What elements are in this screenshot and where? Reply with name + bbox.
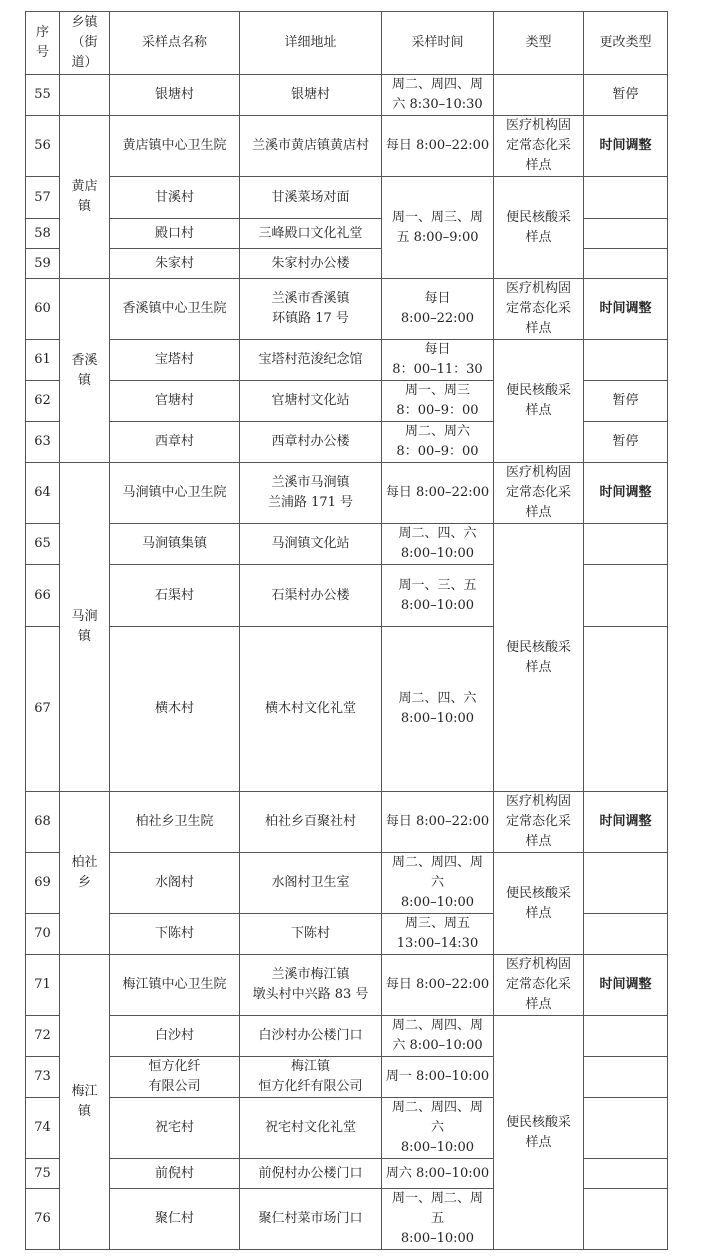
row-address: 梅江镇 恒方化纤有限公司 <box>240 1057 382 1098</box>
row-time: 周一、三、五 8:00–10:00 <box>382 565 494 627</box>
row-name: 祝宅村 <box>110 1098 240 1159</box>
row-change <box>584 853 668 914</box>
row-address: 马涧镇文化站 <box>240 524 382 565</box>
header-time: 采样时间 <box>382 12 494 75</box>
row-type: 便民核酸采 样点 <box>494 853 584 955</box>
row-time: 周二、四、六 8:00–10:00 <box>382 627 494 792</box>
row-name: 马涧镇集镇 <box>110 524 240 565</box>
row-address: 宝塔村范浚纪念馆 <box>240 340 382 381</box>
row-address: 聚仁村菜市场门口 <box>240 1189 382 1250</box>
row-name: 下陈村 <box>110 914 240 955</box>
table-row <box>26 955 668 1016</box>
row-time: 周六 8:00–10:00 <box>382 1159 494 1189</box>
row-time: 周二、周四、周 六 8:00–10:00 <box>382 1098 494 1159</box>
row-time: 周一、周三 8：00–9：00 <box>382 381 494 422</box>
town-cell: 黄店 镇 <box>60 116 110 279</box>
town-cell: 梅江 镇 <box>60 955 110 1250</box>
row-no: 76 <box>26 1189 60 1250</box>
row-address: 祝宅村文化礼堂 <box>240 1098 382 1159</box>
row-address: 兰溪市梅江镇 墩头村中兴路 83 号 <box>240 955 382 1016</box>
row-no: 63 <box>26 422 60 463</box>
row-no: 65 <box>26 524 60 565</box>
row-no: 72 <box>26 1016 60 1057</box>
sampling-points-table <box>25 11 668 1250</box>
row-address: 下陈村 <box>240 914 382 955</box>
row-type: 医疗机构固 定常态化采 样点 <box>494 116 584 177</box>
row-name: 香溪镇中心卫生院 <box>110 279 240 340</box>
table-row <box>26 463 668 524</box>
row-address: 银塘村 <box>240 75 382 116</box>
table-row <box>26 1016 668 1057</box>
header-address: 详细地址 <box>240 12 382 75</box>
row-time: 周二、周四、周 六 8:00–10:00 <box>382 853 494 914</box>
row-name: 甘溪村 <box>110 177 240 219</box>
row-change <box>584 249 668 279</box>
row-name: 柏社乡卫生院 <box>110 792 240 853</box>
row-time: 每日 8：00–11：30 <box>382 340 494 381</box>
row-change: 时间调整 <box>584 792 668 853</box>
row-change <box>584 565 668 627</box>
row-type: 便民核酸采 样点 <box>494 524 584 792</box>
table-row <box>26 340 668 381</box>
row-change <box>584 914 668 955</box>
town-cell: 香溪 镇 <box>60 279 110 463</box>
row-address: 石渠村办公楼 <box>240 565 382 627</box>
row-time: 周二、周四、周 六 8:00–10:00 <box>382 1016 494 1057</box>
town-cell <box>60 75 110 116</box>
header-type: 类型 <box>494 12 584 75</box>
row-address: 西章村办公楼 <box>240 422 382 463</box>
row-change <box>584 1098 668 1159</box>
row-no: 73 <box>26 1057 60 1098</box>
row-type: 便民核酸采 样点 <box>494 1016 584 1250</box>
row-time: 周二、周四、周 六 8:30–10:30 <box>382 75 494 116</box>
row-no: 59 <box>26 249 60 279</box>
table-row <box>26 116 668 177</box>
row-name: 殿口村 <box>110 219 240 249</box>
row-address: 白沙村办公楼门口 <box>240 1016 382 1057</box>
row-address: 前倪村办公楼门口 <box>240 1159 382 1189</box>
row-change: 时间调整 <box>584 116 668 177</box>
table-row <box>26 524 668 565</box>
row-no: 70 <box>26 914 60 955</box>
row-address: 水阁村卫生室 <box>240 853 382 914</box>
row-address: 官塘村文化站 <box>240 381 382 422</box>
row-change <box>584 219 668 249</box>
row-no: 55 <box>26 75 60 116</box>
row-change <box>584 524 668 565</box>
row-change: 暂停 <box>584 422 668 463</box>
row-change: 时间调整 <box>584 463 668 524</box>
row-no: 74 <box>26 1098 60 1159</box>
row-type: 便民核酸采 样点 <box>494 177 584 279</box>
row-type: 医疗机构固 定常态化采 样点 <box>494 955 584 1016</box>
row-type <box>494 75 584 116</box>
row-address: 朱家村办公楼 <box>240 249 382 279</box>
row-time: 每日 8:00–22:00 <box>382 792 494 853</box>
row-name: 前倪村 <box>110 1159 240 1189</box>
row-time: 每日 8:00–22:00 <box>382 463 494 524</box>
row-time: 周二、周六 8：00–9：00 <box>382 422 494 463</box>
row-time: 周一 8:00–10:00 <box>382 1057 494 1098</box>
row-name: 水阁村 <box>110 853 240 914</box>
row-name: 聚仁村 <box>110 1189 240 1250</box>
table-row <box>26 75 668 116</box>
row-no: 69 <box>26 853 60 914</box>
row-name: 朱家村 <box>110 249 240 279</box>
row-change <box>584 177 668 219</box>
header-town: 乡镇 （街 道） <box>60 12 110 75</box>
row-address: 三峰殿口文化礼堂 <box>240 219 382 249</box>
row-name: 银塘村 <box>110 75 240 116</box>
row-name: 黄店镇中心卫生院 <box>110 116 240 177</box>
row-name: 白沙村 <box>110 1016 240 1057</box>
header-row <box>26 12 668 75</box>
header-name: 采样点名称 <box>110 12 240 75</box>
row-name: 恒方化纤 有限公司 <box>110 1057 240 1098</box>
row-time: 每日 8:00–22:00 <box>382 279 494 340</box>
row-no: 58 <box>26 219 60 249</box>
row-no: 57 <box>26 177 60 219</box>
row-change: 时间调整 <box>584 279 668 340</box>
row-no: 67 <box>26 627 60 792</box>
row-name: 官塘村 <box>110 381 240 422</box>
row-no: 62 <box>26 381 60 422</box>
row-change: 时间调整 <box>584 955 668 1016</box>
row-name: 西章村 <box>110 422 240 463</box>
row-no: 60 <box>26 279 60 340</box>
town-cell: 柏社 乡 <box>60 792 110 955</box>
row-name: 马涧镇中心卫生院 <box>110 463 240 524</box>
row-type: 医疗机构固 定常态化采 样点 <box>494 279 584 340</box>
row-no: 68 <box>26 792 60 853</box>
row-time: 周一、周二、周 五 8:00–10:00 <box>382 1189 494 1250</box>
row-time: 每日 8:00–22:00 <box>382 955 494 1016</box>
row-no: 56 <box>26 116 60 177</box>
row-address: 甘溪菜场对面 <box>240 177 382 219</box>
row-change <box>584 1057 668 1098</box>
row-change <box>584 1016 668 1057</box>
row-time: 周一、周三、周 五 8:00–9:00 <box>382 177 494 279</box>
row-change <box>584 1159 668 1189</box>
row-name: 梅江镇中心卫生院 <box>110 955 240 1016</box>
row-change <box>584 627 668 792</box>
row-type: 医疗机构固 定常态化采 样点 <box>494 792 584 853</box>
row-type: 医疗机构固 定常态化采 样点 <box>494 463 584 524</box>
row-change <box>584 340 668 381</box>
row-time: 周二、四、六 8:00–10:00 <box>382 524 494 565</box>
row-no: 75 <box>26 1159 60 1189</box>
row-change: 暂停 <box>584 75 668 116</box>
row-address: 横木村文化礼堂 <box>240 627 382 792</box>
row-type: 便民核酸采 样点 <box>494 340 584 463</box>
row-address: 兰溪市马涧镇 兰浦路 171 号 <box>240 463 382 524</box>
row-name: 横木村 <box>110 627 240 792</box>
row-address: 柏社乡百聚社村 <box>240 792 382 853</box>
row-change: 暂停 <box>584 381 668 422</box>
table-row <box>26 279 668 340</box>
row-no: 66 <box>26 565 60 627</box>
town-cell: 马涧 镇 <box>60 463 110 792</box>
table-row <box>26 853 668 914</box>
table-row <box>26 792 668 853</box>
row-time: 每日 8:00–22:00 <box>382 116 494 177</box>
row-address: 兰溪市黄店镇黄店村 <box>240 116 382 177</box>
row-no: 64 <box>26 463 60 524</box>
row-time: 周三、周五 13:00–14:30 <box>382 914 494 955</box>
row-address: 兰溪市香溪镇 环镇路 17 号 <box>240 279 382 340</box>
row-no: 61 <box>26 340 60 381</box>
header-seq: 序 号 <box>26 12 60 75</box>
table-row <box>26 177 668 219</box>
row-name: 宝塔村 <box>110 340 240 381</box>
header-change: 更改类型 <box>584 12 668 75</box>
row-no: 71 <box>26 955 60 1016</box>
row-change <box>584 1189 668 1250</box>
row-name: 石渠村 <box>110 565 240 627</box>
